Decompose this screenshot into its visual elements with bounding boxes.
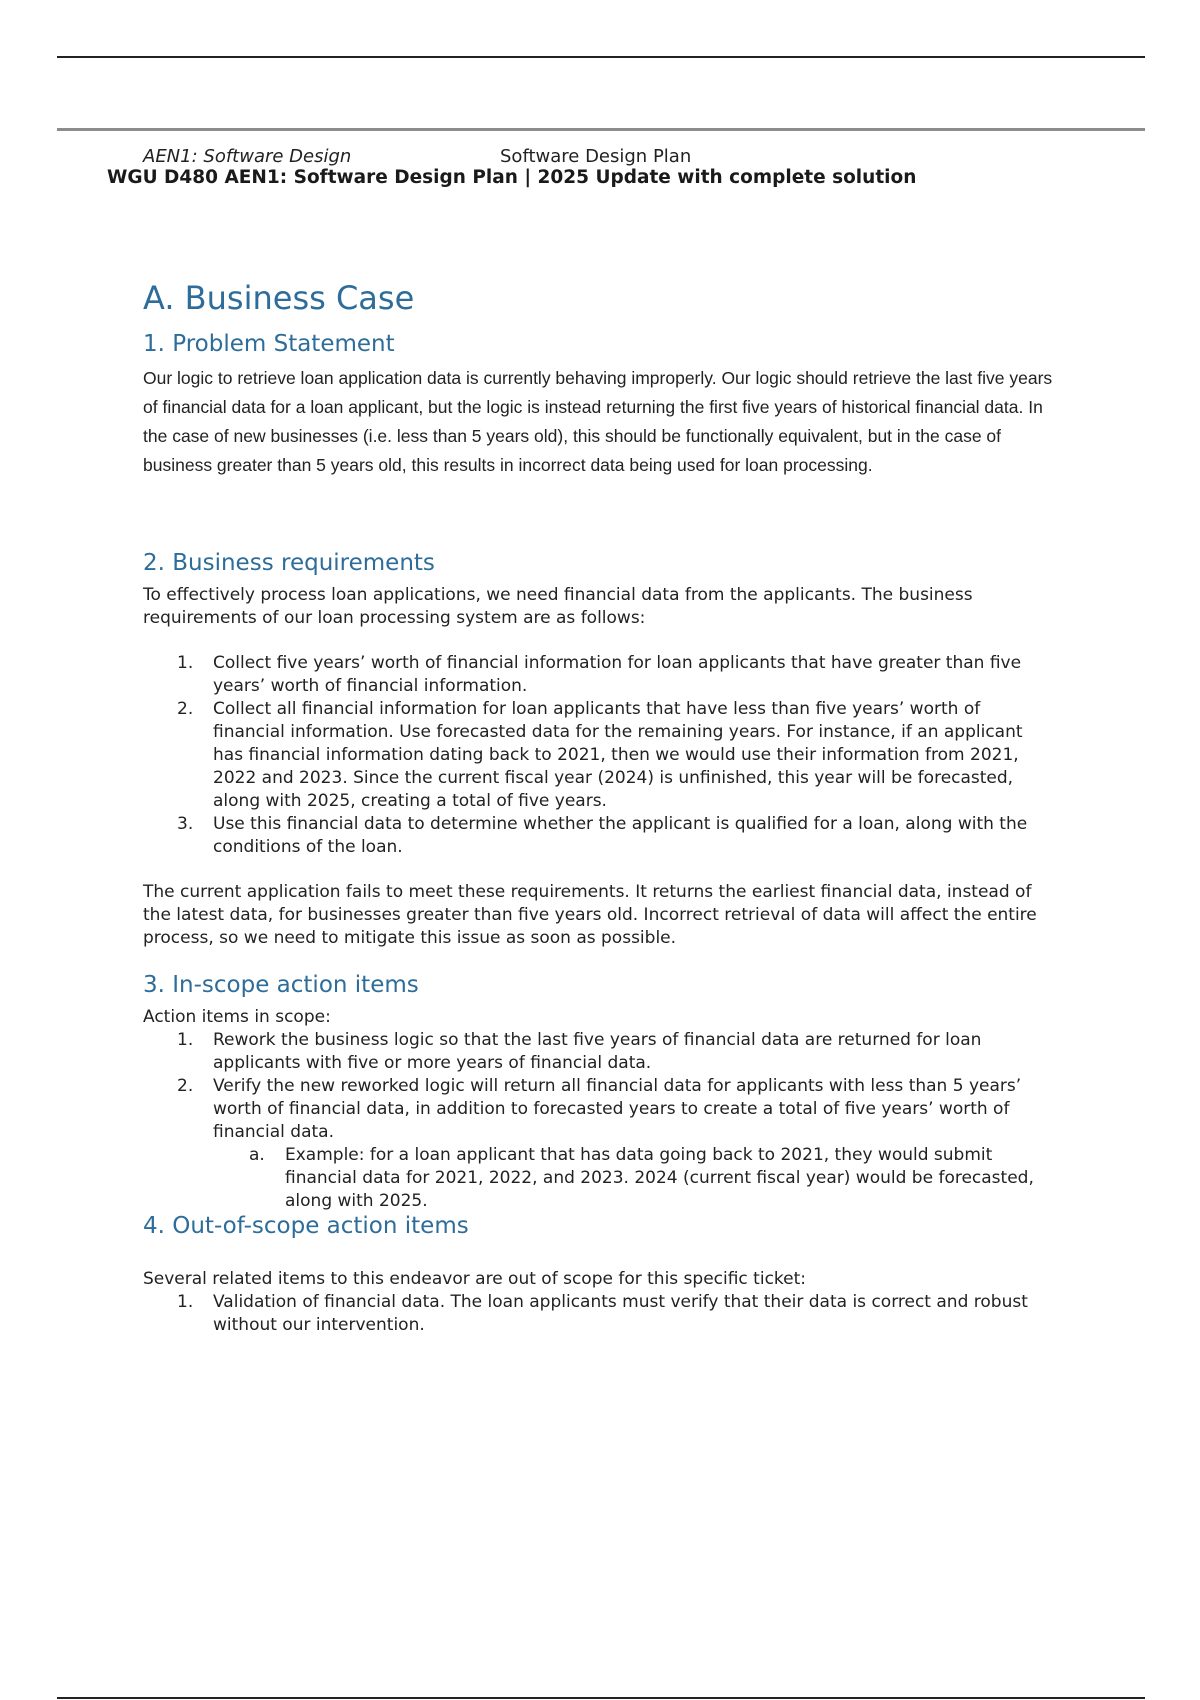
list-item: a. Example: for a loan applicant that has data going back to 2021, they would submit financial data for 2021, 2022, and 2023. 2024 (current fiscal year) would be forecasted, along with 2025. <box>249 1144 1034 1211</box>
subsection-heading-in-scope: 3. In-scope action items <box>143 971 419 998</box>
requirements-list <box>143 652 1055 859</box>
section-heading-business-case: A. Business Case <box>143 279 415 317</box>
subsection-heading-business-requirements: 2. Business requirements <box>143 550 435 577</box>
list-item: 1. Validation of financial data. The loan applicants must verify that their data is correct and robust without our intervention. <box>177 1292 1028 1336</box>
document-title: WGU D480 AEN1: Software Design Plan | 2025 Update with complete solution <box>107 167 917 188</box>
running-header <box>143 146 692 167</box>
in-scope-list <box>143 1029 1055 1144</box>
subsection-heading-out-of-scope: 4. Out-of-scope action items <box>143 1212 469 1239</box>
list-item: 1. Rework the business logic so that the last five years of financial data are returned for loan applicants with five or more years of financial data. <box>177 1029 982 1073</box>
out-of-scope-list <box>143 1291 1055 1337</box>
list-item: 1. Collect five years’ worth of financial information for loan applicants that have greater than five years’ worth of financial information. <box>177 652 1022 696</box>
doc-type-label: Software Design Plan <box>500 146 692 167</box>
in-scope-sub-list <box>143 1144 1055 1213</box>
bottom-rule <box>57 1697 1145 1699</box>
requirements-intro: To effectively process loan applications, we need financial data from the applicants. The business requirements of our loan processing system are as follows: <box>143 584 973 628</box>
subsection-heading-problem-statement: 1. Problem Statement <box>143 330 395 357</box>
list-item: 2. Verify the new reworked logic will return all financial data for applicants with less than 5 years’ worth of financial data, in addition to forecasted years to create a total of five years’ worth of financial data. <box>177 1075 1022 1142</box>
list-item: 2. Collect all financial information for loan applicants that have less than five years’ worth of financial information. Use forecasted data for the remaining years. For instance, if an applicant has financial information dating back to 2021, then we would use their information from 2021, 2022 and 2023. Since the current fiscal year (2024) is unfinished, this year will be forecasted, along with 2025, creating a total of five years. <box>177 698 1023 811</box>
list-item: 3. Use this financial data to determine whether the applicant is qualified for a loan, along with the conditions of the loan. <box>177 813 1028 857</box>
header-rule <box>57 128 1145 131</box>
requirements-closing-paragraph: The current application fails to meet these requirements. It returns the earliest financial data, instead of the latest data, for businesses greater than five years old. Incorrect retrieval of data will affect the entire process, so we need to mitigate this issue as soon as possible. <box>143 881 1037 948</box>
top-rule <box>57 56 1145 58</box>
document-body <box>143 280 1055 1337</box>
out-of-scope-intro: Several related items to this endeavor are out of scope for this specific ticket: <box>143 1269 807 1290</box>
in-scope-intro: Action items in scope: <box>143 1006 331 1027</box>
course-label: AEN1: Software Design <box>143 146 352 167</box>
problem-statement-paragraph: Our logic to retrieve loan application data is currently behaving improperly. Our logic should retrieve the last five years of financial data for a loan applicant, but the logic is instead returning the first five years of historical financial data. In the case of new businesses (i.e. less than 5 years old), this should be functionally equivalent, but in the case of business greater than 5 years old, this results in incorrect data being used for loan processing. <box>143 368 1053 476</box>
